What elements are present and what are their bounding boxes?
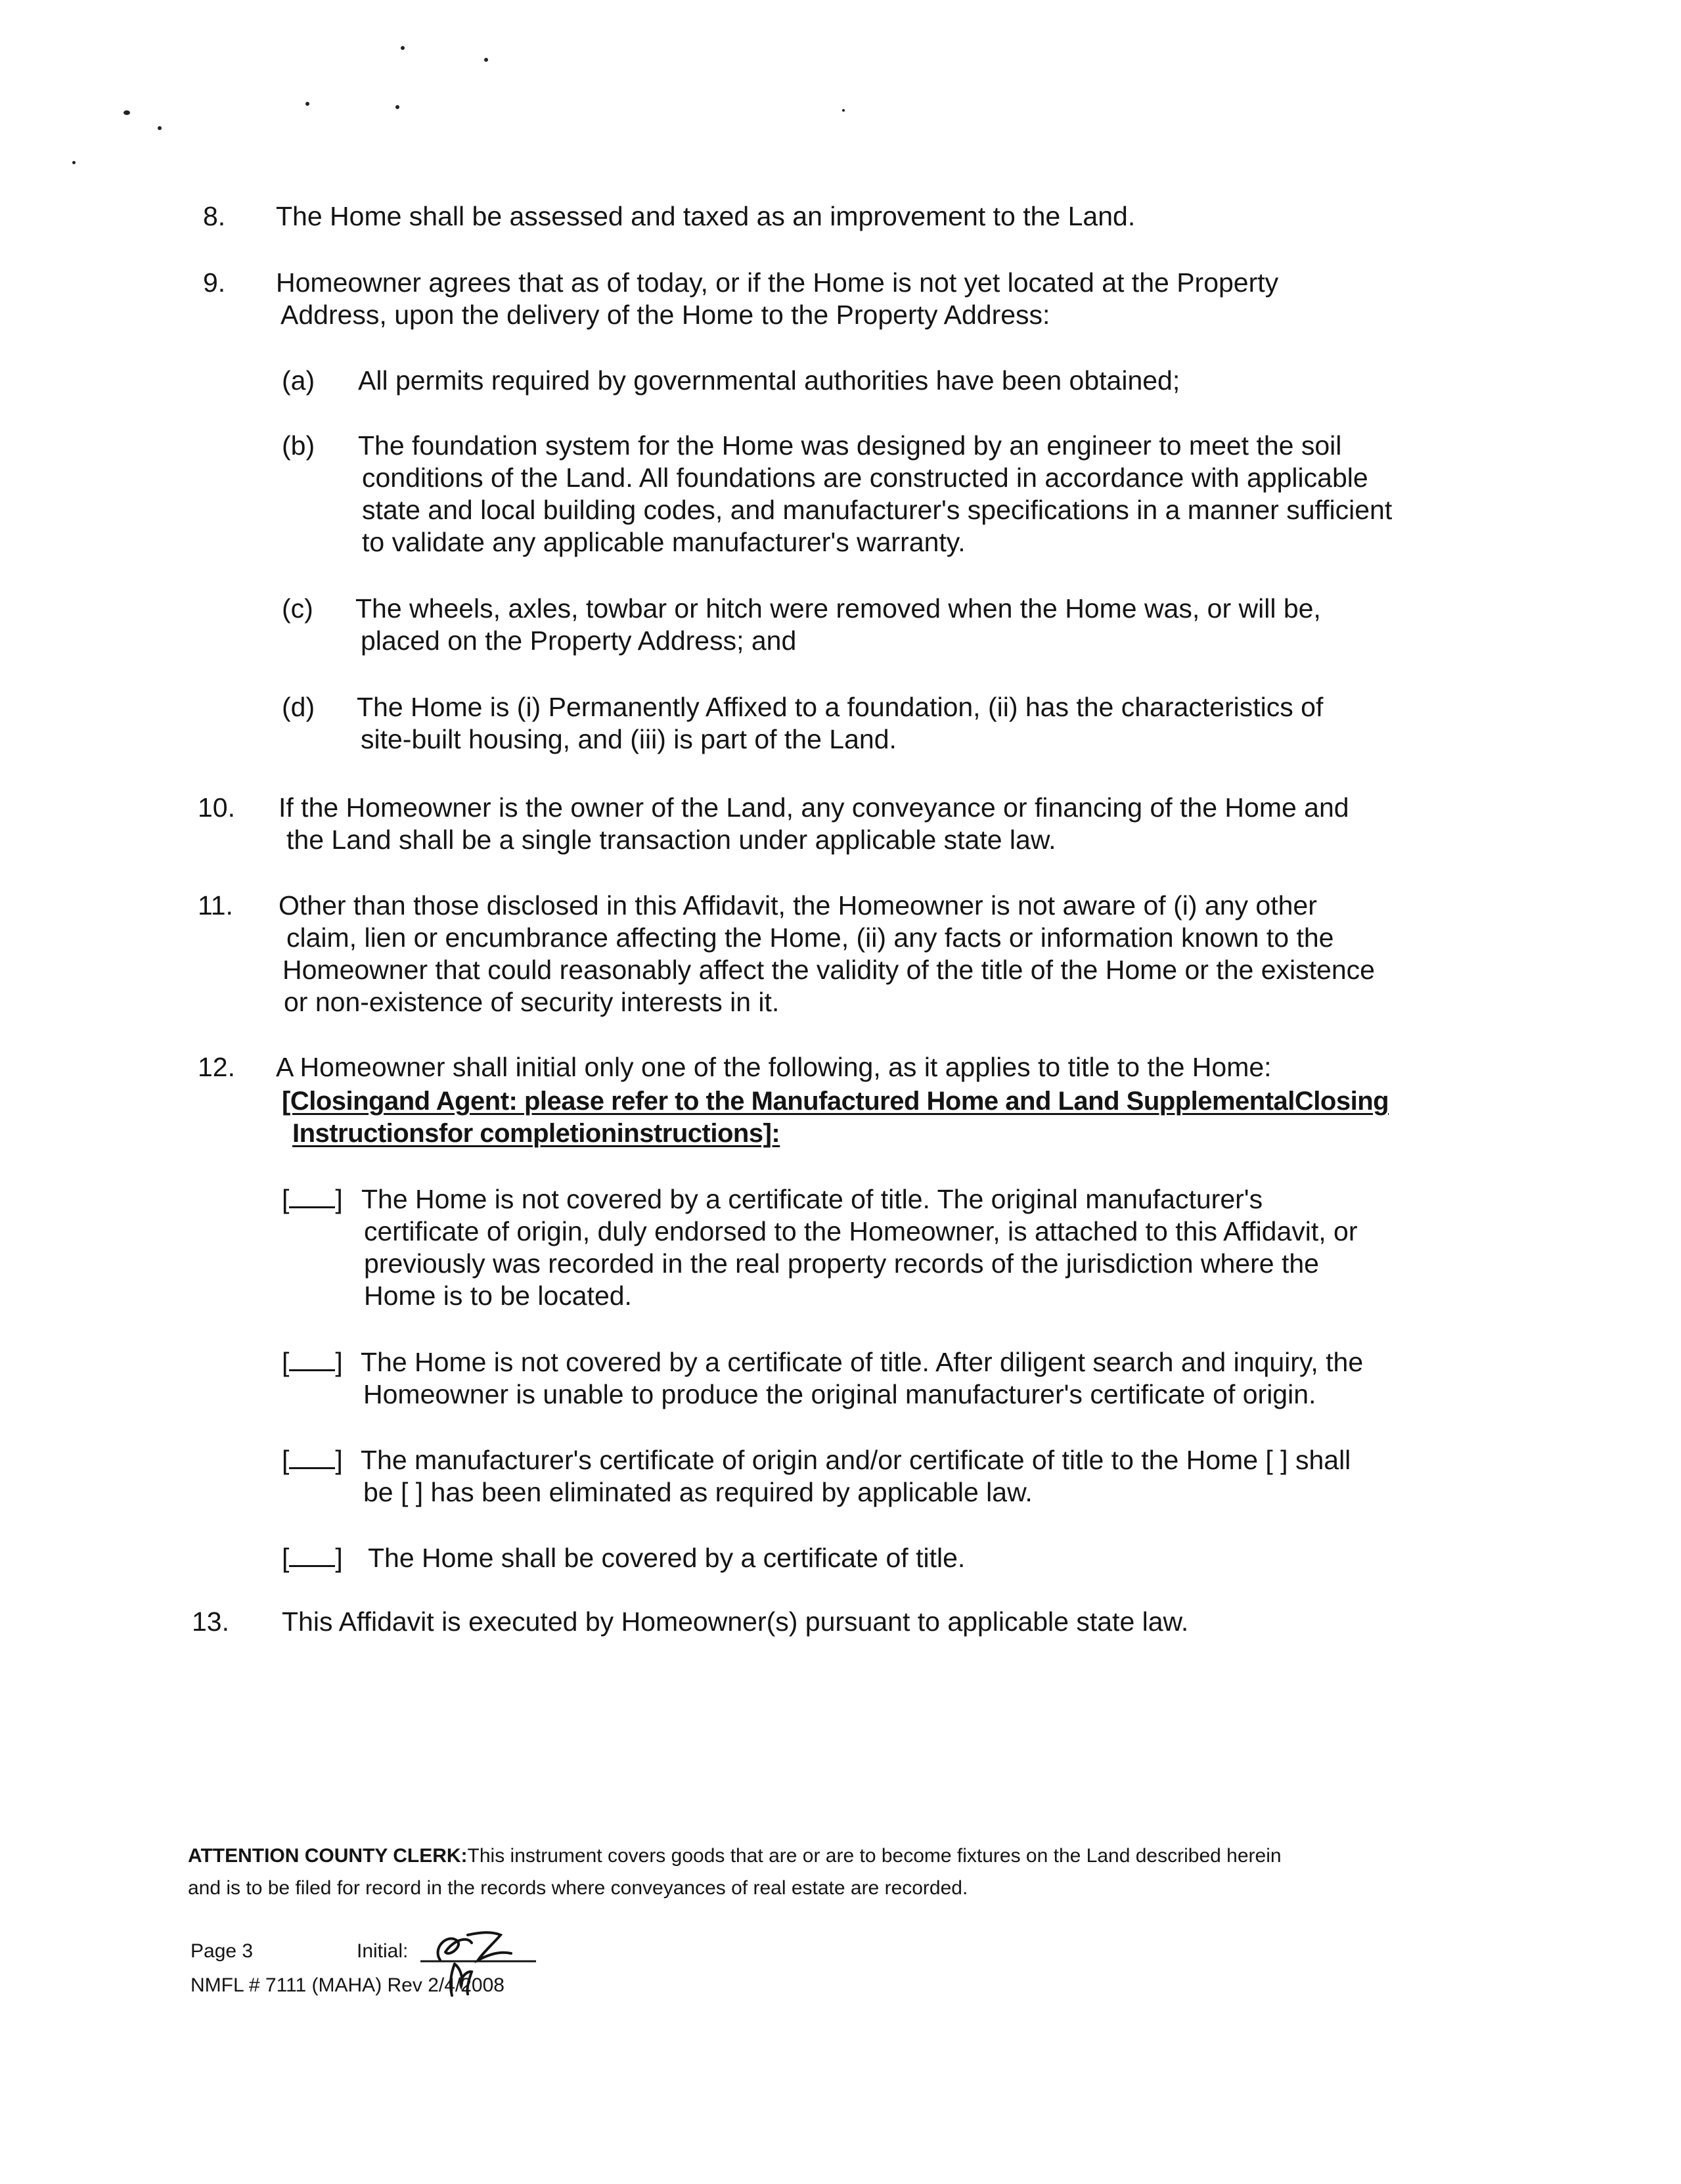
item-8-text: The Home shall be assessed and taxed as an improvement to the Land.: [276, 201, 1136, 231]
title-option-2-checkbox[interactable]: [ ]: [282, 1347, 343, 1377]
item-13-text: This Affidavit is executed by Homeowner(s) pursuant to applicable state law.: [282, 1606, 1189, 1637]
title-option-1-text: The Home is not covered by a certificate of title. The original manufacturer's certificate of origin, duly endorsed to the Homeowner, is attached to this Affidavit, or previously was recorded in the real property records of the jurisdiction where the Home is to be located.: [361, 1184, 1358, 1311]
item-number: 11.: [198, 890, 233, 921]
item-number: 13.: [192, 1606, 229, 1637]
scan-speck: [305, 102, 309, 106]
title-option-3-text: The manufacturer's certificate of origin and/or certificate of title to the Home [ ] shall be [ ] has been eliminated as required by applicable law.: [361, 1445, 1351, 1507]
subitem-letter: (a): [282, 365, 315, 396]
title-option-3-checkbox[interactable]: [ ]: [282, 1445, 343, 1475]
subitem-c-text: The wheels, axles, towbar or hitch were removed when the Home was, or will be, placed on the Property Address; and: [355, 593, 1321, 656]
scan-speck: [72, 161, 76, 164]
title-option-4-text: The Home shall be covered by a certificate of title.: [368, 1543, 966, 1573]
title-option-2-text: The Home is not covered by a certificate of title. After diligent search and inquiry, the Homeowner is unable to produce the original manufacturer's certificate of origin.: [361, 1347, 1364, 1409]
attention-line-1: This instrument covers goods that are or are to become fixtures on the Land described herein: [467, 1845, 1282, 1867]
scan-speck: [484, 58, 488, 62]
scan-speck: [123, 110, 130, 115]
scan-speck: [158, 126, 162, 130]
title-option-4-checkbox[interactable]: [ ]: [282, 1543, 343, 1573]
item-number: 12.: [198, 1052, 235, 1082]
title-option-1-checkbox[interactable]: [ ]: [282, 1184, 343, 1214]
subitem-letter: (c): [282, 593, 313, 624]
subitem-a-text: All permits required by governmental authorities have been obtained;: [358, 365, 1180, 396]
item-11-text: Other than those disclosed in this Affidavit, the Homeowner is not aware of (i) any other claim, lien or encumbrance affecting the Home, (ii) any facts or information known to the Homeowner that could reasonably affect the validity of the title of the Home or the existence or non-existence of security interests in it.: [279, 890, 1375, 1017]
initial-label: Initial:: [357, 1940, 409, 1962]
scan-speck: [401, 46, 405, 50]
item-number: 8.: [203, 201, 226, 231]
subitem-d-text: The Home is (i) Permanently Affixed to a foundation, (ii) has the characteristics of site-built housing, and (iii) is part of the Land.: [357, 692, 1324, 754]
scan-speck: [842, 109, 845, 112]
attention-label: ATTENTION COUNTY CLERK:: [188, 1845, 468, 1867]
item-12-text: A Homeowner shall initial only one of the following, as it applies to title to the Home:: [276, 1052, 1272, 1082]
subitem-letter: (b): [282, 430, 315, 461]
scan-speck: [395, 105, 399, 109]
page-number: Page 3: [191, 1940, 254, 1962]
attention-county-clerk: [188, 1840, 1282, 1872]
item-10-text: If the Homeowner is the owner of the Land, any conveyance or financing of the Home and the Land shall be a single transaction under applicable state law.: [279, 792, 1349, 855]
form-number: NMFL # 7111 (MAHA) Rev 2/4/2008: [191, 1974, 504, 1996]
attention-line-2: and is to be filed for record in the records where conveyances of real estate are recorded.: [188, 1877, 968, 1899]
item-number: 10.: [198, 792, 235, 823]
item-number: 9.: [203, 267, 226, 298]
item-9-text: Homeowner agrees that as of today, or if the Home is not yet located at the Property Address, upon the delivery of the Home to the Property Address:: [276, 267, 1279, 330]
subitem-letter: (d): [282, 692, 315, 722]
subitem-b-text: The foundation system for the Home was designed by an engineer to meet the soil conditions of the Land. All foundations are constructed in accordance with applicable state and local building codes, and manufacturer's specifications in a manner sufficient to validate any applicable manufacturer's warranty.: [358, 430, 1393, 557]
closing-agent-instruction: [Closingand Agent: please refer to the Manufactured Home and Land SupplementalClosing Instructionsfor completioninstructions]:: [282, 1087, 1389, 1148]
